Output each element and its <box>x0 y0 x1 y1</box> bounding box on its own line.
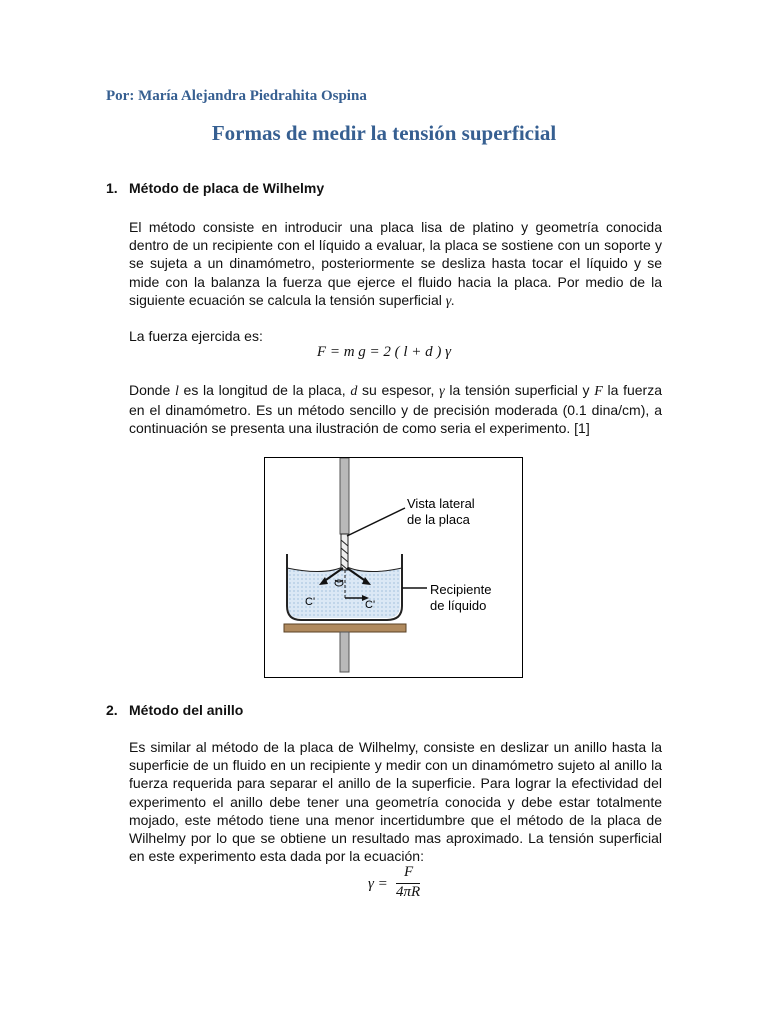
var-gamma: γ <box>439 384 445 399</box>
section-1-number: 1. <box>106 180 118 196</box>
var-d: d <box>350 384 358 399</box>
var-f: F <box>594 384 603 399</box>
section-2-paragraph: Es similar al método de la placa de Wilhelmy, consiste en deslizar un anillo hasta la superficie de un fluido en un recipiente y medir con un dinamómetro sujeto al anillo la fuerza requerida para separar el anillo de la superficie. Para lograr la efectividad del experimento el anillo debe tener una geometría conocida y debe estar totalmente mojado, este método tiene una menor incertidumbre que el método de la placa de Wilhelmy por lo que se obtiene un resultado mas aproximado. La tensión superficial en este experimento esta dada por la ecuación: <box>129 739 662 865</box>
author-line: Por: María Alejandra Piedrahita Ospina <box>106 88 367 104</box>
document-title: Formas de medir la tensión superficial <box>211 121 557 145</box>
var-l: l <box>174 384 179 399</box>
section-1-definitions <box>129 381 662 438</box>
def-text-4: la tensión superficial y <box>444 382 595 398</box>
label-c-right: C' <box>365 599 376 611</box>
label-c-left: C' <box>305 596 316 608</box>
wilhelmy-equation: F = m g = 2 ( l + d ) γ <box>316 344 452 360</box>
section-1-paragraph <box>129 218 662 311</box>
base-platform <box>284 624 406 632</box>
section-1-paragraph-text: El método consiste en introducir una placa lisa de platino y geometría conocida dentro de un recipiente con el líquido a evaluar, la placa se sostiene con un soporte y se sujeta a un dinamómetro, posteriormente se desliza hasta tocar el líquido y se mide con la balanza la fuerza que ejerce el fluido hacia la placa. Por medio de la siguiente ecuación se calcula la tensión superficial <box>129 219 662 308</box>
def-text-2: es la longitud de la placa, <box>178 382 351 398</box>
upper-rod <box>340 458 349 534</box>
ring-equation-denominator: 4πR <box>396 884 421 900</box>
ring-equation-lhs: γ = <box>368 876 388 892</box>
section-1-title: Método de placa de Wilhelmy <box>129 180 325 196</box>
def-text-3: su espesor, <box>357 382 440 398</box>
section-2-title: Método del anillo <box>129 702 244 718</box>
gamma-symbol: γ. <box>445 293 455 309</box>
leader-plate <box>347 508 405 536</box>
def-text-5: la fuerza en el dinamómetro. Es un método sencillo y de precisión moderada (0.1 dina/cm), a continuación se presenta una ilustración de como seria el experimento. [1] <box>129 382 662 437</box>
label-container-1: Recipiente <box>430 582 492 597</box>
wilhelmy-diagram <box>265 458 522 677</box>
ring-equation-numerator: F <box>404 864 414 880</box>
label-container-2: de líquido <box>430 598 487 613</box>
label-plate-1: Vista lateral <box>407 496 475 511</box>
wilhelmy-plate-figure <box>264 457 523 678</box>
force-label: La fuerza ejercida es: <box>129 328 263 344</box>
section-2-heading <box>106 702 243 718</box>
def-text-1: Donde <box>129 382 175 398</box>
section-1-heading <box>106 180 324 196</box>
label-plate-2: de la placa <box>407 512 470 527</box>
section-2-number: 2. <box>106 702 118 718</box>
lower-rod <box>340 632 349 672</box>
liquid <box>287 566 400 618</box>
